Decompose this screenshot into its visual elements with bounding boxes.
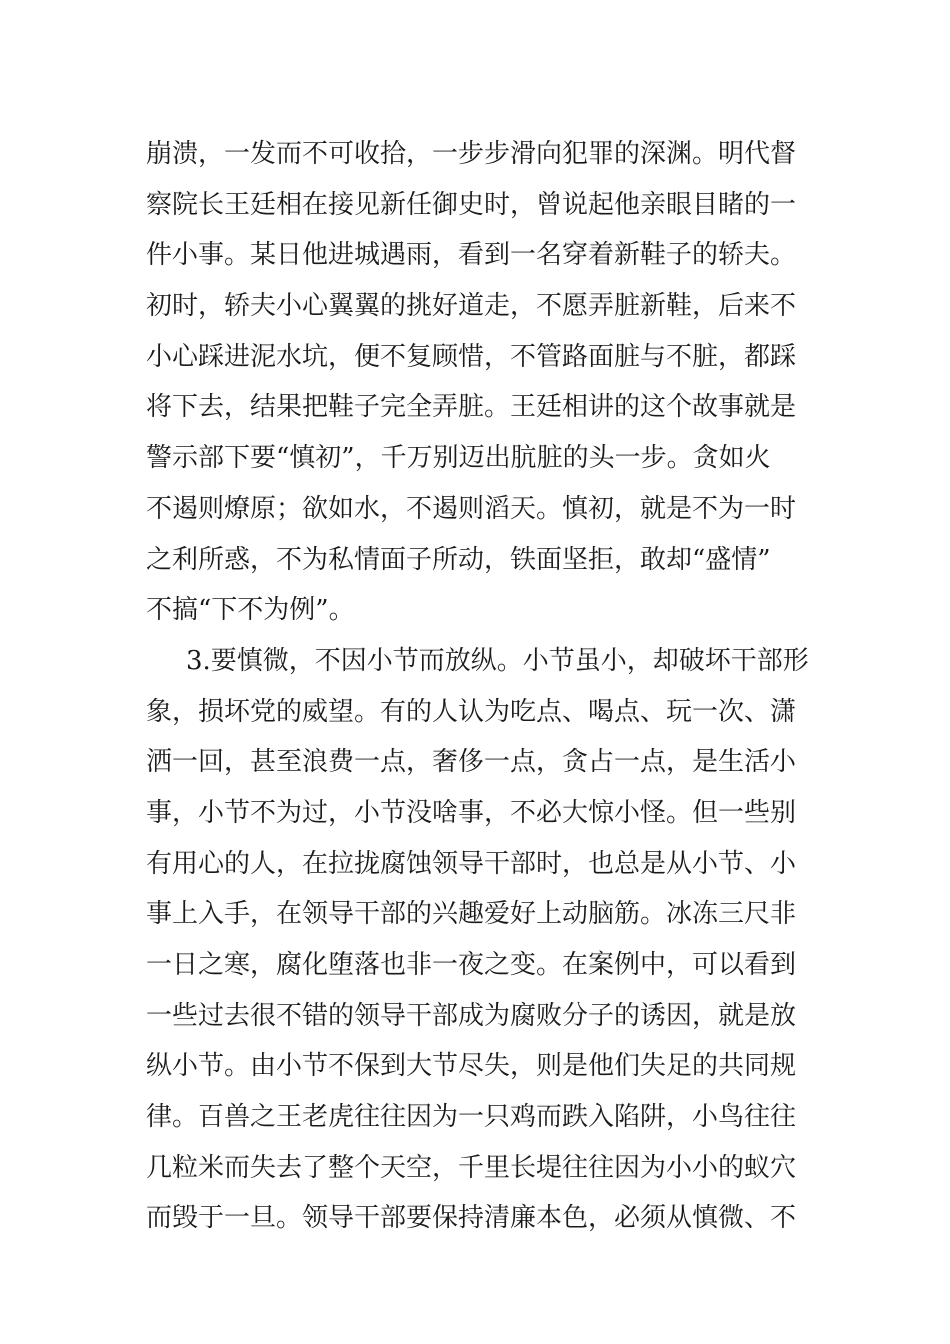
text-line: 而毁于一旦。领导干部要保持清廉本色，必须从慎微、不 [146, 1203, 797, 1234]
text-line: 事，小节不为过，小节没啥事，不必大惊小怪。但一些别 [146, 797, 797, 828]
text-line: 察院长王廷相在接见新任御史时，曾说起他亲眼目睹的一 [146, 189, 797, 220]
text-line: 几粒米而失去了整个天空，千里长堤往往因为小小的蚁穴 [146, 1152, 797, 1183]
text-line: 象，损坏党的威望。有的人认为吃点、喝点、玩一次、潇 [146, 696, 797, 727]
text-line: 事上入手，在领导干部的兴趣爱好上动脑筋。冰冻三尺非 [146, 899, 797, 930]
text-line: 律。百兽之王老虎往往因为一只鸡而跌入陷阱，小鸟往往 [146, 1102, 797, 1133]
text-line: 件小事。某日他进城遇雨，看到一名穿着新鞋子的轿夫。 [146, 240, 797, 271]
text-line: 警示部下要“慎初”，千万别迈出肮脏的头一步。贪如火 [146, 443, 771, 474]
text-line: 有用心的人，在拉拢腐蚀领导干部时，也总是从小节、小 [146, 848, 797, 879]
text-line: 小心踩进泥水坑，便不复顾惜，不管路面脏与不脏，都踩 [146, 341, 797, 372]
text-line: 一些过去很不错的领导干部成为腐败分子的诱因，就是放 [146, 1000, 797, 1031]
text-line: 不遏则燎原；欲如水，不遏则滔天。慎初，就是不为一时 [146, 493, 797, 524]
text-line: 不搞“下不为例”。 [146, 595, 355, 626]
text-line: 将下去，结果把鞋子完全弄脏。王廷相讲的这个故事就是 [146, 392, 797, 423]
text-line: 之利所惑，不为私情面子所动，铁面坚拒，敢却“盛情” [146, 544, 771, 575]
section-heading-line: 3.要慎微，不因小节而放纵。小节虽小，却破坏干部形 [186, 645, 809, 676]
text-line: 洒一回，甚至浪费一点，奢侈一点，贪占一点，是生活小 [146, 747, 797, 778]
text-line: 一日之寒，腐化堕落也非一夜之变。在案例中，可以看到 [146, 950, 797, 980]
text-line: 初时，轿夫小心翼翼的挑好道走，不愿弄脏新鞋，后来不 [146, 291, 797, 322]
body-text [146, 129, 810, 1244]
text-line: 纵小节。由小节不保到大节尽失，则是他们失足的共同规 [146, 1051, 797, 1082]
text-line: 崩溃，一发而不可收拾，一步步滑向犯罪的深渊。明代督 [146, 139, 797, 169]
